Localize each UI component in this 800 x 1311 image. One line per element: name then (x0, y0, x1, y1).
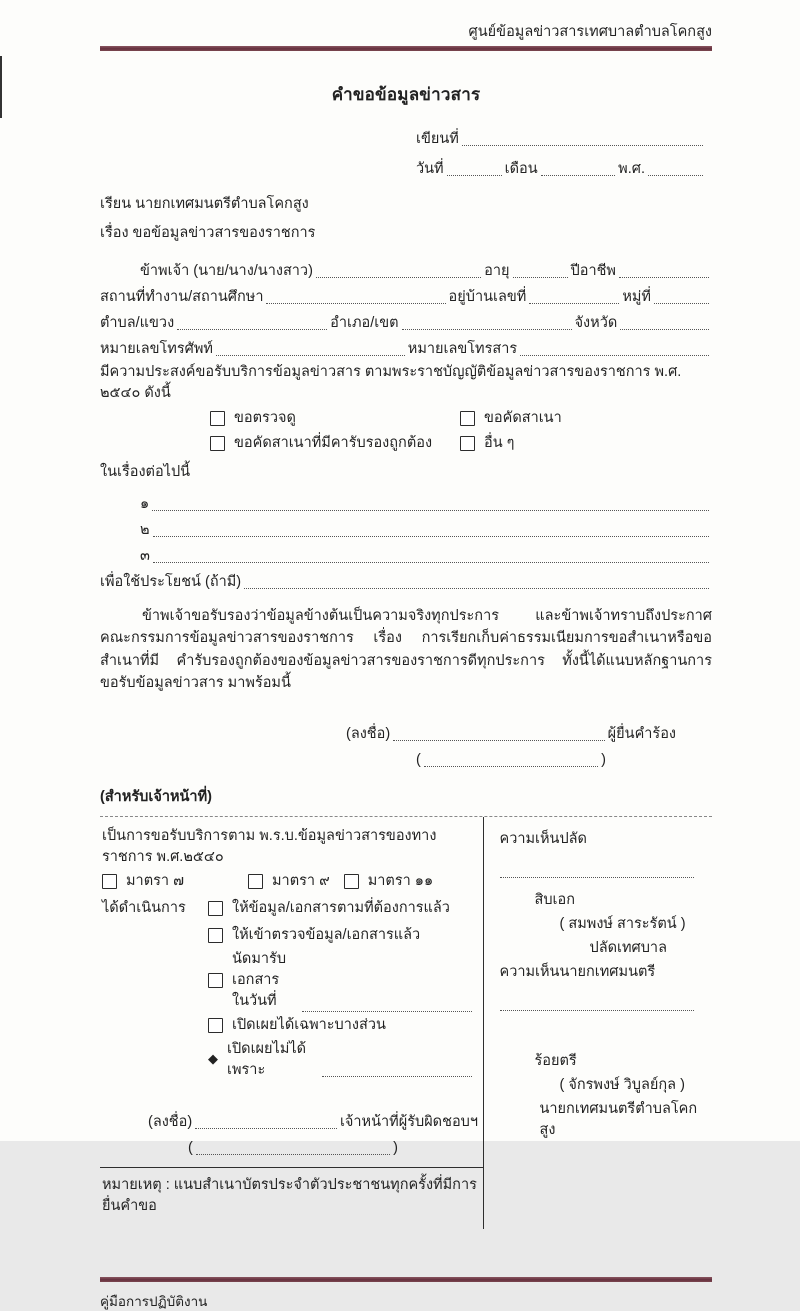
district-blank (402, 329, 572, 330)
use-benefit-line (100, 567, 712, 593)
officer-section-heading: (สำหรับเจ้าหน้าที่) (100, 788, 212, 805)
officer-table-left-cell (100, 817, 483, 1167)
clerk-opinion-label: ความเห็นปลัด (499, 830, 587, 847)
checkbox-icon (460, 436, 475, 451)
checkbox-icon (344, 874, 359, 889)
refuse-reason-blank (322, 1076, 472, 1077)
action-allowed-inspection-label: ให้เข้าตรวจข้อมูล/เอกสารแล้ว (232, 926, 421, 943)
checkbox-icon (248, 874, 263, 889)
date-year-label: พ.ศ. (618, 160, 645, 177)
phone-blank (216, 355, 405, 356)
written-at-block (416, 120, 706, 180)
officer-name-paren-line (148, 1133, 478, 1159)
age-blank (513, 277, 568, 278)
form-title: คำขอข้อมูลข่าวสาร (331, 85, 481, 105)
subject-item-2-number: ๒ (140, 521, 150, 538)
action-provided-docs (208, 898, 450, 919)
district-label: อำเภอ/เขต (330, 314, 399, 331)
date-line (416, 150, 706, 180)
subject-item-1-number: ๑ (140, 495, 150, 512)
mayor-opinion-label: ความเห็นนายกเทศมนตรี (499, 963, 656, 980)
subject-item-1-blank (152, 510, 709, 511)
checkbox-icon (460, 411, 475, 426)
paren-close: ) (393, 1139, 398, 1156)
applicant-name-label: ข้าพเจ้า (นาย/นาง/นางสาว) (140, 262, 313, 279)
header-rule (100, 46, 712, 51)
signature-blank (393, 740, 604, 741)
subject-item-1 (140, 489, 712, 515)
subdistrict-blank (177, 329, 327, 330)
subject-item-3 (140, 541, 712, 567)
workplace-line (100, 282, 712, 308)
refuse-row (208, 1039, 475, 1081)
clerk-rank: สิบเอก (534, 891, 575, 908)
section-11 (344, 871, 433, 892)
option-other-label: อื่น ๆ (484, 434, 515, 451)
section-11-label: มาตรา ๑๑ (367, 872, 434, 889)
phone-label: หมายเลขโทรศัพท์ (100, 340, 213, 357)
mayor-rank: ร้อยตรี (534, 1052, 577, 1069)
option-other (460, 433, 514, 454)
note-right-cell (483, 1167, 713, 1229)
officer-table (100, 816, 712, 1229)
officer-role-label: เจ้าหน้าที่ผู้รับผิดชอบฯ (339, 1113, 478, 1130)
action-partial-disclosure-label: เปิดเผยได้เฉพาะบางส่วน (232, 1016, 386, 1033)
action-row-1 (102, 895, 475, 922)
checkbox-icon (208, 973, 223, 988)
officer-printed-name-blank (196, 1154, 390, 1155)
applicant-signature-block (346, 719, 676, 771)
section-7-label: มาตรา ๗ (126, 872, 184, 889)
request-options-row-2 (210, 431, 712, 456)
house-no-blank (529, 303, 619, 304)
action-provided-docs-label: ให้ข้อมูล/เอกสารตามที่ต้องการแล้ว (232, 899, 450, 916)
checkbox-icon (210, 411, 225, 426)
section-7 (102, 871, 220, 892)
subdistrict-label: ตำบล/แขวง (100, 314, 175, 331)
checkbox-icon (208, 1018, 223, 1033)
date-month-blank (541, 175, 616, 176)
subject-line: เรื่อง ขอข้อมูลข่าวสารของราชการ (100, 224, 316, 241)
option-inspect-label: ขอตรวจดู (234, 409, 296, 426)
subject-item-2 (140, 515, 712, 541)
written-at-label: เขียนที่ (416, 130, 459, 147)
subdistrict-line (100, 308, 712, 334)
option-inspect (210, 408, 460, 429)
fax-label: หมายเลขโทรสาร (407, 340, 518, 357)
subject-list-label: ในเรื่องต่อไปนี้ (100, 463, 191, 480)
workplace-blank (266, 303, 445, 304)
use-benefit-blank (244, 588, 709, 589)
action-appointment-label: นัดมารับเอกสาร ในวันที่ (232, 950, 287, 1009)
mayor-name: ( จักรพงษ์ วิบูลย์กุล ) (559, 1076, 685, 1093)
sections-row (102, 868, 475, 895)
action-row-3 (208, 949, 475, 1012)
scan-edge-artifact (0, 56, 2, 118)
applicant-name-paren-line (346, 745, 676, 771)
action-appointment (208, 949, 475, 1012)
option-certified-copy (210, 433, 460, 454)
section-9-label: มาตรา ๙ (272, 872, 330, 889)
moo-label: หมู่ที่ (622, 288, 651, 305)
officer-signature-block (148, 1107, 478, 1159)
mayor-title: นายกเทศมนตรีตำบลโคกสูง (539, 1100, 698, 1138)
checkbox-icon (210, 436, 225, 451)
moo-blank (654, 303, 709, 304)
checkbox-icon (102, 874, 117, 889)
checkbox-icon (208, 928, 223, 943)
use-benefit-label: เพื่อใช้ประโยชน์ (ถ้ามี) (100, 573, 242, 590)
diamond-bullet-icon: ◆ (208, 1051, 218, 1067)
subject-item-2-blank (153, 536, 709, 537)
certification-paragraph: ข้าพเจ้าขอรับรองว่าข้อมูลข้างต้นเป็นความจริงทุกประการ และข้าพเจ้าทราบถึงประกาศ คณะกรรมการข้อมูลข่าวสารของราชการ เรื่อง การเรียกเก็บค่าธรรมเนียมการขอสำเนาหรือขอสำเนาที่มี คำรับรองถูกต้องของข้อมูลข่าวสารของราชการดีทุกประการ ทั้งนี้ได้แนบหลักฐานการขอรับข้อมูลข่าวสาร มาพร้อมนี้ (100, 607, 712, 692)
applicant-name-line (100, 256, 712, 282)
clerk-name: ( สมพงษ์ สาระรัตน์ ) (559, 915, 686, 932)
date-year-blank (648, 175, 703, 176)
footer-rule (100, 1277, 712, 1282)
appointment-date-blank (302, 1011, 472, 1012)
footer-text: คู่มือการปฏิบัติงาน (100, 1293, 208, 1309)
applicant-name-blank (316, 277, 481, 278)
paren-close: ) (601, 751, 606, 768)
date-day-label: วันที่ (416, 160, 444, 177)
note-cell: หมายเหตุ : แนบสำเนาบัตรประจำตัวประชาชนทุกครั้งที่มีการยื่นคำขอ (100, 1167, 483, 1229)
workplace-label: สถานที่ทำงาน/สถานศึกษา (100, 288, 264, 305)
request-options (210, 406, 712, 456)
house-no-label: อยู่บ้านเลขที่ (448, 288, 527, 305)
occupation-blank (619, 277, 709, 278)
refuse-label: เปิดเผยไม่ได้เพราะ (227, 1040, 307, 1078)
officer-signature-blank (195, 1128, 337, 1129)
age-label: อายุ (484, 262, 510, 279)
written-at-line (416, 120, 706, 150)
officer-signature-line (148, 1107, 478, 1133)
paren-open: ( (188, 1139, 193, 1156)
sign-label: (ลงชื่อ) (346, 725, 391, 742)
option-copy (460, 408, 562, 429)
option-certified-copy-label: ขอคัดสาเนาที่มีคารับรองถูกต้อง (234, 434, 433, 451)
to-line: เรียน นายกเทศมนตรีตำบลโคกสูง (100, 195, 309, 212)
occupation-label: ปีอาชีพ (570, 262, 616, 279)
action-row-2 (208, 922, 475, 949)
clerk-title: ปลัดเทศบาล (589, 939, 667, 956)
date-day-blank (447, 175, 502, 176)
purpose-intro: มีความประสงค์ขอรับบริการข้อมูลข่าวสาร ตามพระราชบัญญัติข้อมูลข่าวสารของราชการ พ.ศ. ๒๕๔๐ ดังนี้ (100, 363, 682, 401)
officer-table-right-cell (483, 817, 713, 1167)
written-at-blank (462, 145, 703, 146)
date-month-label: เดือน (504, 160, 538, 177)
option-copy-label: ขอคัดสาเนา (484, 409, 562, 426)
checkbox-icon (208, 901, 223, 916)
action-partial-disclosure (208, 1015, 386, 1036)
subject-item-3-blank (153, 562, 709, 563)
request-options-row-1 (210, 406, 712, 431)
action-row-4 (208, 1012, 475, 1039)
spacer (500, 1023, 707, 1051)
applicant-signature-line (346, 719, 676, 745)
header-org-name: ศูนย์ข้อมูลข่าวสารเทศบาลตำบลโคกสูง (468, 24, 712, 40)
fax-blank (520, 355, 709, 356)
paren-open: ( (416, 751, 421, 768)
province-blank (620, 329, 709, 330)
action-allowed-inspection (208, 925, 420, 946)
action-label: ได้ดำเนินการ (102, 899, 186, 916)
province-label: จังหวัด (574, 314, 618, 331)
phone-line (100, 334, 712, 360)
mayor-opinion-blank (500, 986, 694, 1011)
subject-item-3-number: ๓ (140, 547, 150, 564)
applicant-role-label: ผู้ยื่นคำร้อง (607, 725, 676, 742)
officer-intro: เป็นการขอรับบริการตาม พ.ร.บ.ข้อมูลข่าวสารของทางราชการ พ.ศ.๒๕๔๐ (102, 827, 437, 865)
clerk-opinion-blank (500, 853, 694, 878)
applicant-printed-name-blank (424, 766, 598, 767)
officer-sign-label: (ลงชื่อ) (148, 1113, 193, 1130)
section-9 (248, 871, 330, 892)
